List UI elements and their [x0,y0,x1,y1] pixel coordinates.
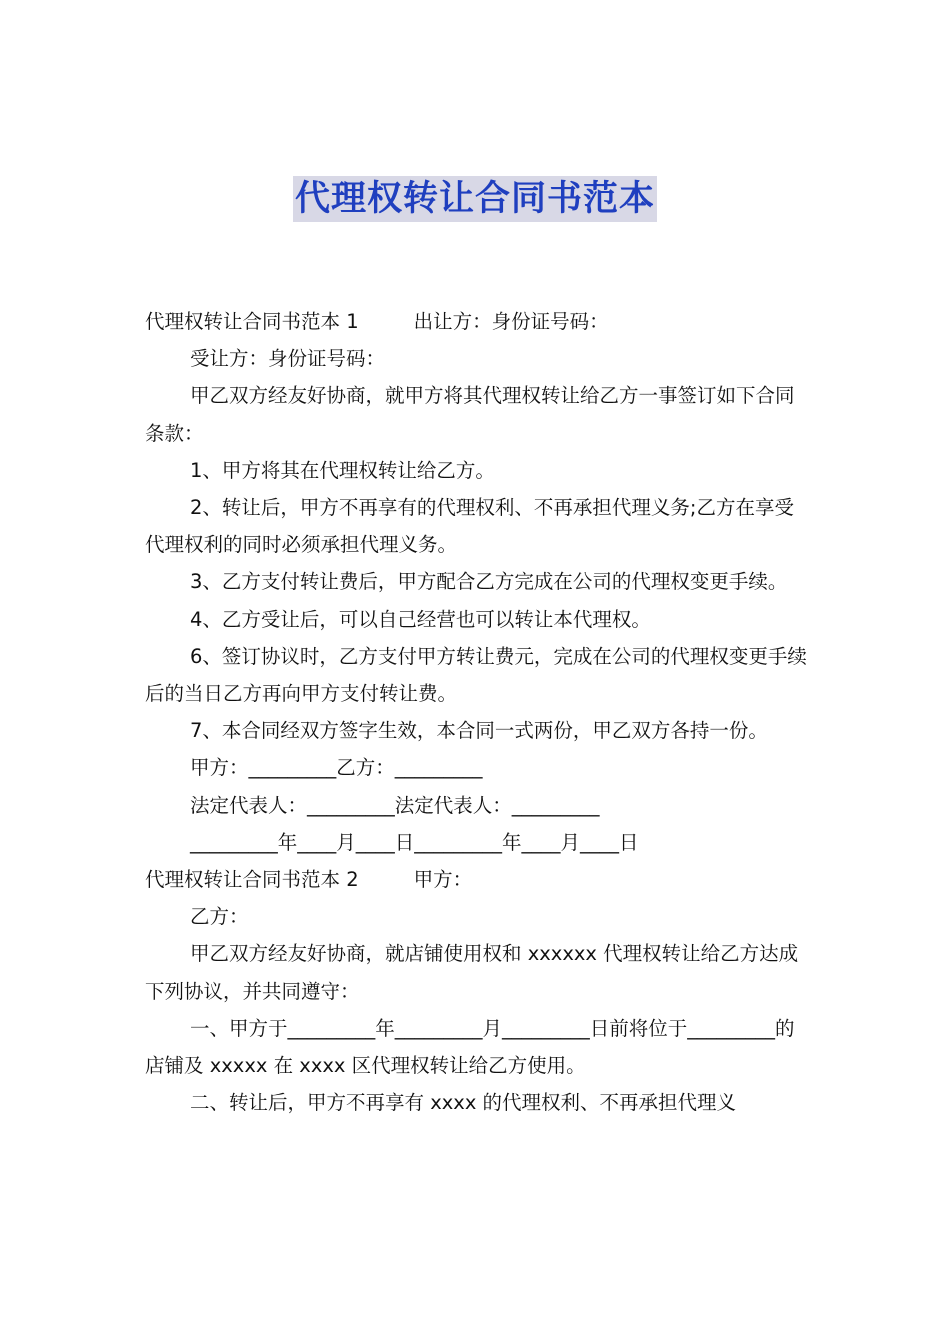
paragraph-13 [145,861,810,898]
document-title: 代理权转让合同书范本 [293,176,657,222]
paragraph-2: 受让方：身份证号码： [190,347,386,371]
paragraph-4: 1、甲方将其在代理权转让给乙方。 [190,458,495,482]
signature-line-representatives: 法定代表人：_________法定代表人：_________ [190,793,600,817]
paragraph-7: 4、乙方受让后，可以自己经营也可以转让本代理权。 [190,607,651,631]
section-heading-2: 代理权转让合同书范本 2 [145,868,359,892]
section-heading-1: 代理权转让合同书范本 1 [145,310,359,333]
paragraph-1 [145,303,810,340]
document-body [145,303,810,1121]
signature-line-parties: 甲方：_________乙方：_________ [190,756,483,780]
signature-line-dates: _________年____月____日_________年____月____日 [190,830,639,854]
paragraph-8: 6、签订协议时，乙方支付甲方转让费元，完成在公司的代理权变更手续后的当日乙方再向甲方支付转让费。 [145,644,807,706]
title-wrap [0,176,950,222]
paragraph-9: 7、本合同经双方签字生效，本合同一式两份，甲乙双方各持一份。 [190,719,768,743]
section-subheading-2: 甲方： [413,868,473,892]
paragraph-5: 2、转让后，甲方不再享有的代理权利、不再承担代理义务;乙方在享受代理权利的同时必须承担代理义务。 [145,496,794,557]
paragraph-3: 甲乙双方经友好协商，就甲方将其代理权转让给乙方一事签订如下合同条款： [145,384,795,445]
paragraph-6: 3、乙方支付转让费后，甲方配合乙方完成在公司的代理权变更手续。 [190,570,788,594]
paragraph-17: 二、转让后，甲方不再享有 xxxx 的代理权利、不再承担代理义 [190,1091,737,1115]
paragraph-15: 甲乙双方经友好协商，就店铺使用权和 xxxxxx 代理权转让给乙方达成下列协议，并共同遵守： [145,942,799,1003]
paragraph-16: 一、甲方于_________年_________月_________日前将位于_________的店铺及 xxxxx 在 xxxx 区代理权转让给乙方使用。 [145,1016,795,1078]
section-subheading-1: 出让方：身份证号码： [413,310,609,333]
paragraph-14: 乙方： [190,905,249,929]
